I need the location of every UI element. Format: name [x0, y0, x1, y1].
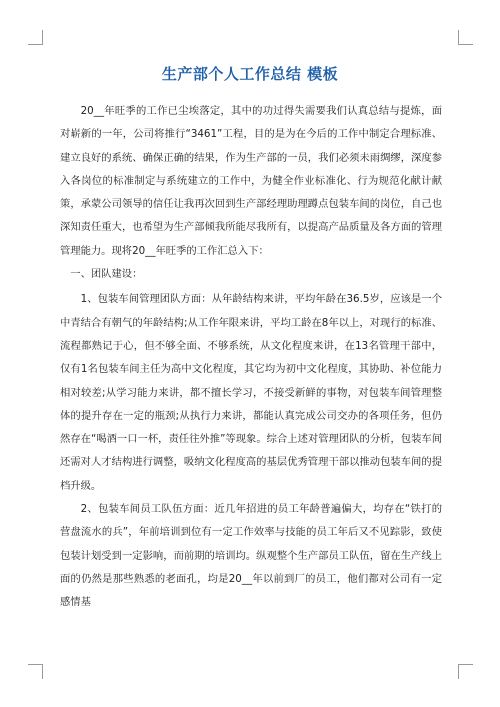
crop-mark-top-left: [28, 30, 43, 45]
paragraph-management-team: 1、包装车间管理团队方面：从年龄结构来讲，平均年龄在36.5岁，应该是一个中青结合有朝气的年龄结构;从工作年限来讲，平均工龄在8年以上，对现行的标准、流程都熟记于心，但不够全面、不够系统，从文化程度来讲，在13名管理干部中，仅有1名包装车间主任为高中文化程度，其它均为初中文化程度，其协助、补位能力相对较差;从学习能力来讲，都不擅长学习，不接受新鲜的事物，对包装车间管理整体的提升存在一定的瓶颈;从执行力来讲，都能认真完成公司交办的各项任务，但仍然存在“喝酒一口一杯，责任往外推”等现象。综合上述对管理团队的分析，包装车间还需对人才结构进行调整，吸纳文化程度高的基层优秀管理干部以推动包装车间的提档升级。: [60, 293, 442, 492]
crop-mark-top-right: [458, 30, 473, 45]
section-heading-team: 一、团队建设：: [70, 268, 143, 281]
paragraph-staff-team: 2、包装车间员工队伍方面：近几年招进的员工年龄普遍偏大，均存在“铁打的营盘流水的兵”，年前培训到位有一定工作效率与技能的员工年后又不见踪影，致使包装计划受到一定影响，而前期的培训均。纵观整个生产部员工队伍，留在生产线上面的仍然是那些熟悉的老面孔，均是20__年以前到厂的员工，他们都对公司有一定感情基: [60, 503, 442, 609]
intro-paragraph: 20__年旺季的工作已尘埃落定，其中的功过得失需要我们认真总结与提炼，面对崭新的一年，公司将推行“3461”工程，目的是为在今后的工作中制定合理标准、建立良好的系统、确保正确的结果，作为生产部的一员，我们必须未雨绸缪，深度参入各岗位的标准制定与系统建立的工作中，为健全作业标准化、行为规范化献计献策，承蒙公司领导的信任让我再次回到生产部经理助理蹲点包装车间的岗位，自己也深知责任重大，也希望为生产部倾我所能尽我所有，以提高产品质量及各方面的管理管理能力。现将20__年旺季的工作汇总入下：: [60, 105, 442, 257]
crop-mark-bottom-left: [28, 664, 43, 679]
crop-mark-bottom-right: [458, 664, 473, 679]
document-body: [60, 100, 442, 660]
document-title: 生产部个人工作总结 模板: [161, 65, 339, 83]
